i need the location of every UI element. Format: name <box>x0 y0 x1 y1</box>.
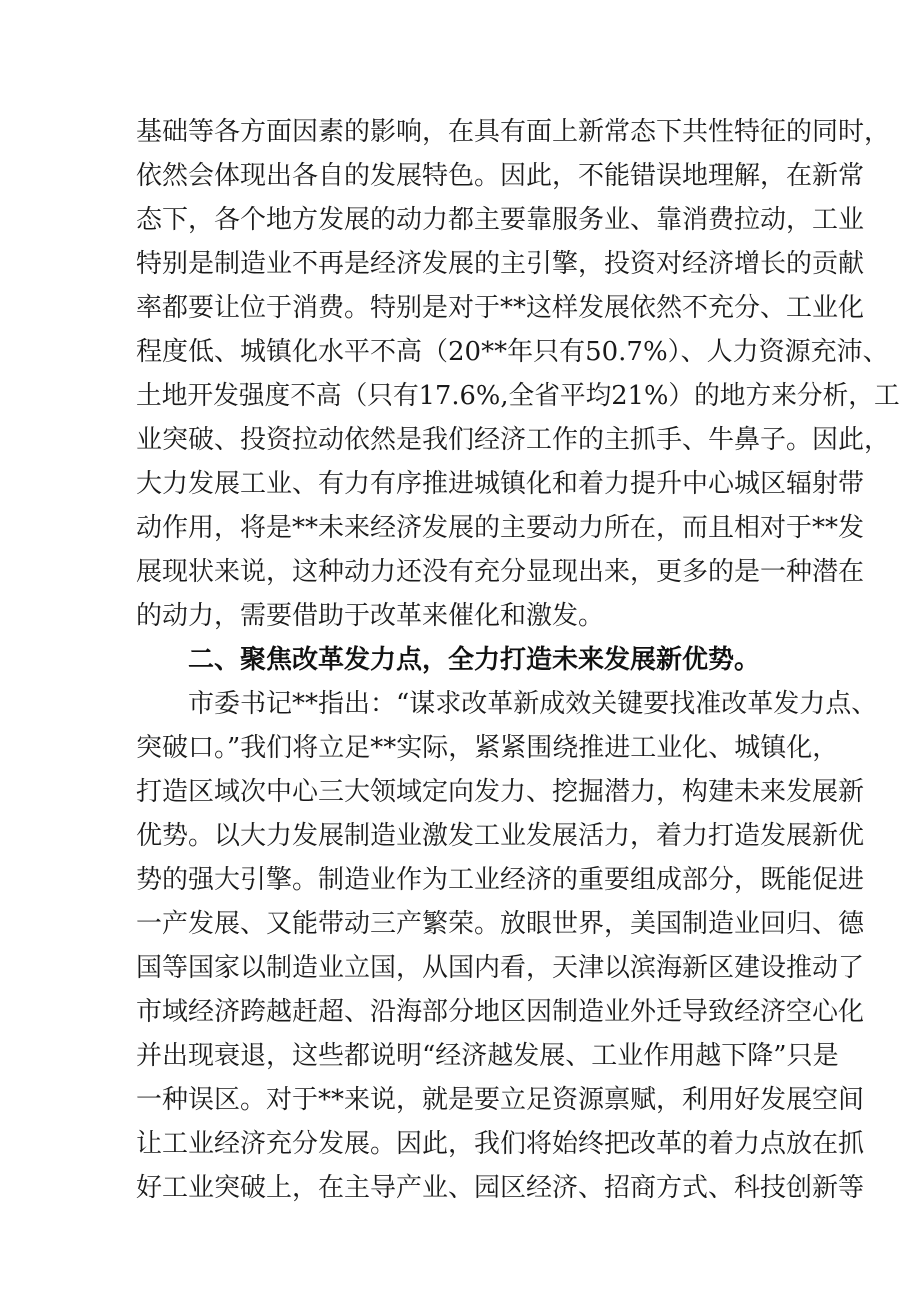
section-heading: 二、聚焦改革发力点，全力打造未来发展新优势。 <box>188 645 761 675</box>
text-line: 突破口。”我们将立足**实际，紧紧围绕推进工业化、城镇化， <box>136 733 839 763</box>
text-line: 基础等各方面因素的影响，在具有面上新常态下共性特征的同时， <box>136 117 891 147</box>
text-line: 市域经济跨越赶超、沿海部分地区因制造业外迁导致经济空心化 <box>136 997 865 1027</box>
text-line: 国等国家以制造业立国，从国内看，天津以滨海新区建设推动了 <box>136 953 865 983</box>
text-line: 土地开发强度不高（只有17.6%,全省平均21%）的地方来分析，工 <box>136 381 900 411</box>
text-line: 打造区域次中心三大领域定向发力、挖掘潜力，构建未来发展新 <box>136 777 865 807</box>
text-line: 特别是制造业不再是经济发展的主引擎，投资对经济增长的贡献 <box>136 249 865 279</box>
text-line: 让工业经济充分发展。因此，我们将始终把改革的着力点放在抓 <box>136 1129 865 1159</box>
text-line: 展现状来说，这种动力还没有充分显现出来，更多的是一种潜在 <box>136 557 865 587</box>
text-line: 业突破、投资拉动依然是我们经济工作的主抓手、牛鼻子。因此， <box>136 425 891 455</box>
text-line: 势的强大引擎。制造业作为工业经济的重要组成部分，既能促进 <box>136 865 865 895</box>
text-line: 的动力，需要借助于改革来催化和激发。 <box>136 601 605 631</box>
text-line: 程度低、城镇化水平不高（20**年只有50.7%）、人力资源充沛、 <box>136 337 889 367</box>
text-line: 并出现衰退，这些都说明“经济越发展、工业作用越下降”只是 <box>136 1041 839 1071</box>
text-line: 依然会体现出各自的发展特色。因此，不能错误地理解，在新常 <box>136 161 865 191</box>
text-line: 动作用，将是**未来经济发展的主要动力所在，而且相对于**发 <box>136 513 865 543</box>
text-line: 态下，各个地方发展的动力都主要靠服务业、靠消费拉动，工业 <box>136 205 865 235</box>
text-line: 率都要让位于消费。特别是对于**这样发展依然不充分、工业化 <box>136 293 865 323</box>
text-line: 一种误区。对于**来说，就是要立足资源禀赋，利用好发展空间 <box>136 1085 865 1115</box>
text-line: 市委书记**指出：“谋求改革新成效关键要找准改革发力点、 <box>188 689 878 719</box>
text-line: 一产发展、又能带动三产繁荣。放眼世界，美国制造业回归、德 <box>136 909 865 939</box>
text-line: 大力发展工业、有力有序推进城镇化和着力提升中心城区辐射带 <box>136 469 865 499</box>
text-line: 好工业突破上，在主导产业、园区经济、招商方式、科技创新等 <box>136 1173 865 1203</box>
text-line: 优势。以大力发展制造业激发工业发展活力，着力打造发展新优 <box>136 821 865 851</box>
